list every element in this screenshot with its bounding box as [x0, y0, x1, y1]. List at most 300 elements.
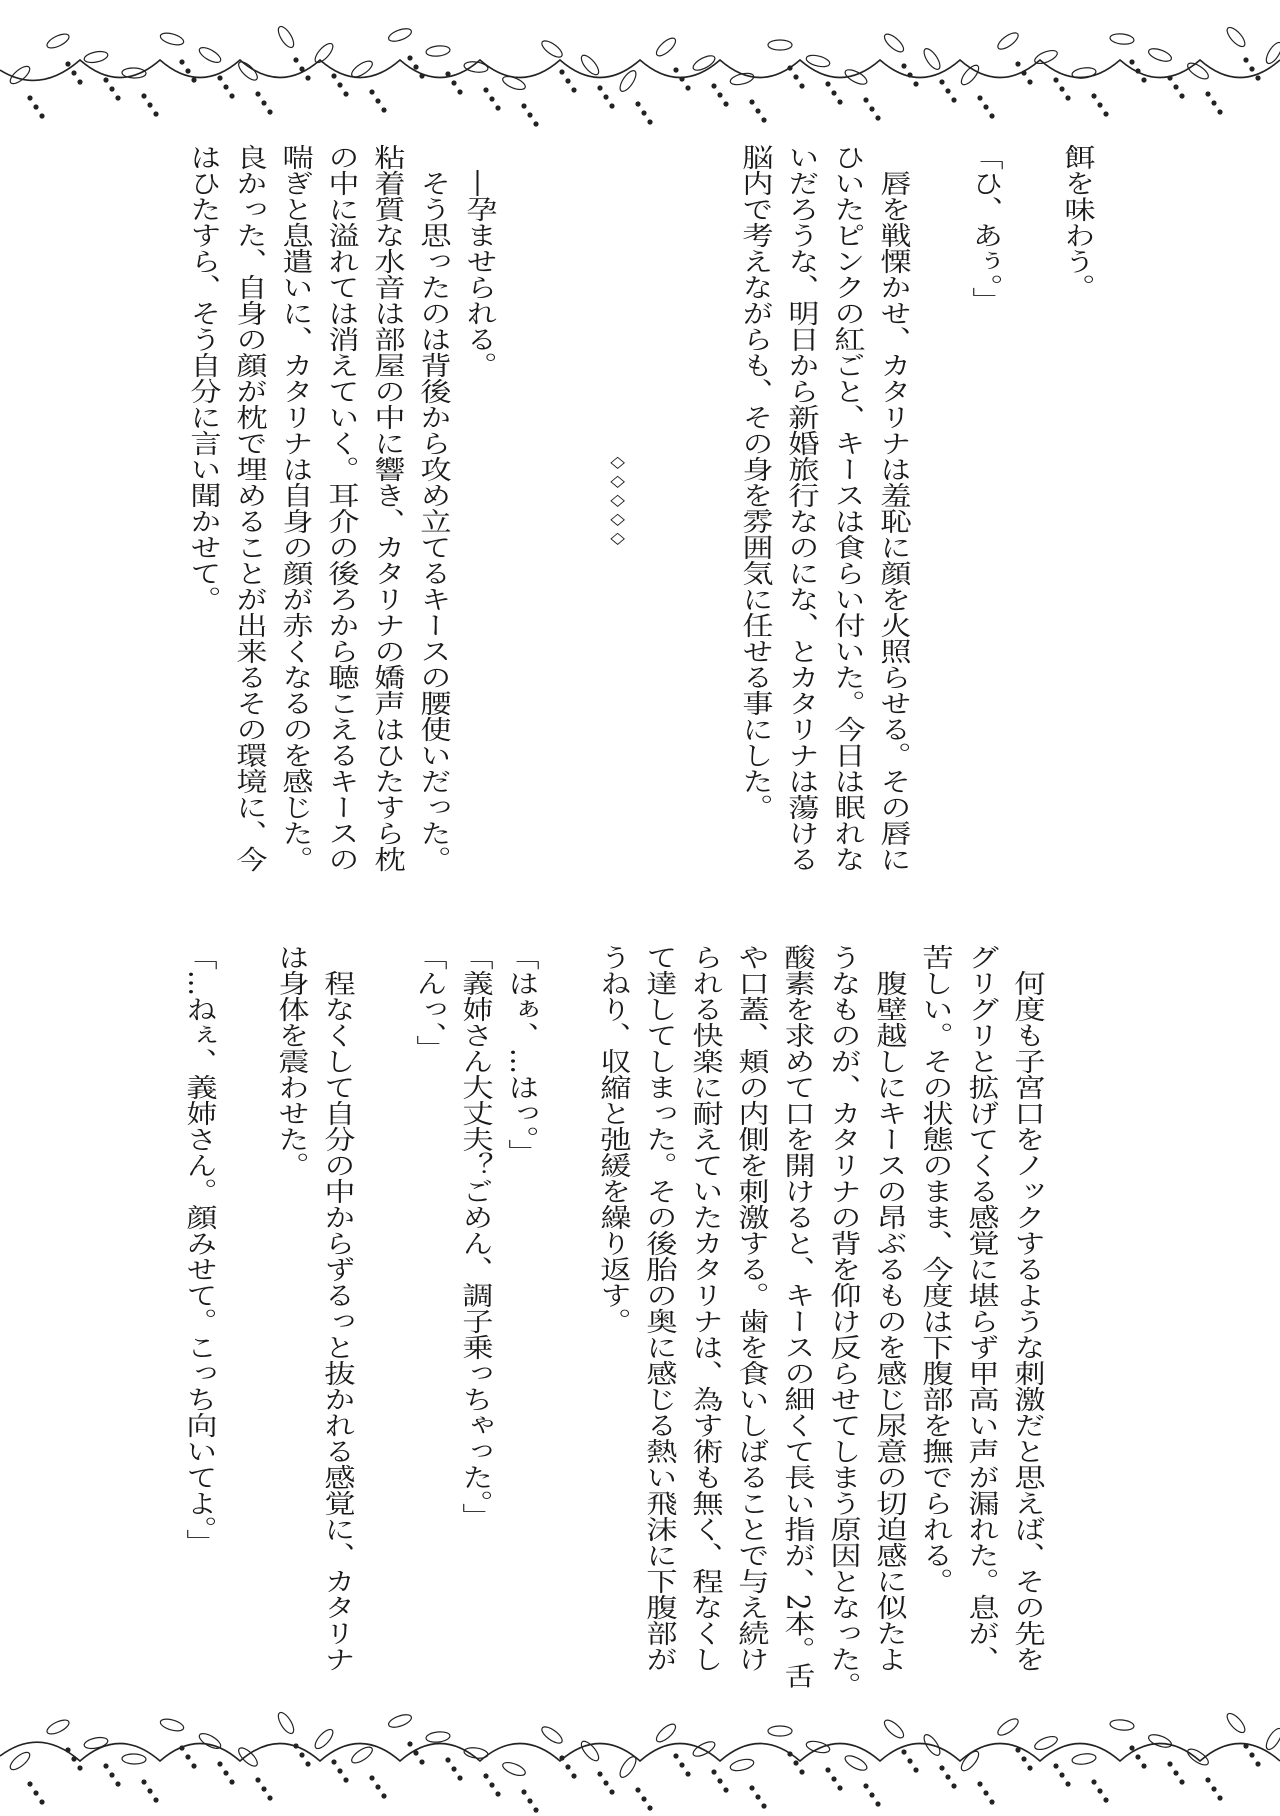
- leaf-icon: [691, 53, 717, 73]
- leaf-icon: [83, 1736, 109, 1751]
- berry-icon: [115, 95, 120, 100]
- leaf-icon: [921, 46, 943, 71]
- text-column: [636, 944, 682, 1684]
- berry-icon: [217, 75, 222, 80]
- section-separator: [594, 144, 640, 884]
- berry-icon: [717, 1778, 722, 1783]
- berry-icon: [761, 1803, 766, 1808]
- text-column: [866, 944, 912, 1684]
- berry-icon: [77, 79, 82, 84]
- berry-icon: [65, 1747, 70, 1752]
- berry-icon: [179, 1745, 184, 1750]
- berry-icon: [153, 111, 158, 116]
- leaf-icon: [1110, 33, 1135, 45]
- berry-icon: [489, 1782, 494, 1787]
- leaf-icon: [312, 41, 335, 66]
- berry-icon: [369, 1775, 374, 1780]
- leaf-icon: [83, 50, 109, 65]
- berry-icon: [565, 1764, 570, 1769]
- berry-icon: [749, 1785, 754, 1790]
- leaf-icon: [1071, 1752, 1096, 1765]
- berry-icon: [1027, 79, 1032, 84]
- berry-icon: [755, 1794, 760, 1799]
- berry-icon: [1129, 59, 1134, 64]
- leaf-icon: [1224, 1711, 1247, 1736]
- berry-icon: [343, 91, 348, 96]
- column-text: 酸素を求めて口を開けると、キースの細くて長い指が、2本。舌: [779, 944, 815, 1689]
- leaf-icon: [159, 31, 185, 47]
- berry-icon: [153, 1797, 158, 1802]
- berry-icon: [863, 1783, 868, 1788]
- berry-icon: [597, 1771, 602, 1776]
- leaf-icon: [122, 1754, 146, 1765]
- berry-icon: [1211, 100, 1216, 105]
- leaf-icon: [45, 31, 71, 51]
- berry-icon: [419, 1759, 424, 1764]
- berry-icon: [115, 1781, 120, 1786]
- leaf-icon: [197, 1731, 223, 1752]
- berry-icon: [103, 77, 108, 82]
- berry-icon: [1141, 1763, 1146, 1768]
- column-text: 腹壁越しにキースの昂ぶるものを感じ尿意の切迫感に似たよ: [871, 944, 907, 1672]
- column-text: は身体を震わせた。: [273, 944, 309, 1178]
- berry-icon: [609, 103, 614, 108]
- berry-icon: [147, 1788, 152, 1793]
- text-column: [268, 944, 314, 1684]
- leaf-icon: [843, 1753, 869, 1773]
- berry-icon: [33, 104, 38, 109]
- column-text: 脳内で考えながらも、その身を雰囲気に任せる事にした。: [737, 144, 773, 820]
- column-text: 餌を味わう。: [1059, 144, 1095, 300]
- berry-icon: [381, 107, 386, 112]
- berry-icon: [717, 92, 722, 97]
- berry-icon: [109, 86, 114, 91]
- column-text: 「…ねぇ、義姉さん。顔みせて。こっち向いてよ。」: [181, 944, 217, 1555]
- berry-icon: [255, 91, 260, 96]
- berry-icon: [901, 63, 906, 68]
- berry-icon: [951, 97, 956, 102]
- berry-icon: [457, 89, 462, 94]
- berry-icon: [603, 94, 608, 99]
- text-column: [820, 944, 866, 1698]
- berry-icon: [495, 1791, 500, 1796]
- text-column: [180, 144, 226, 884]
- berry-icon: [1243, 1743, 1248, 1748]
- berry-icon: [1135, 68, 1140, 73]
- berry-icon: [647, 119, 652, 124]
- text-column: [1004, 944, 1050, 1684]
- berry-icon: [141, 93, 146, 98]
- column-text: 「はぁ、…はっ。」: [503, 944, 539, 1165]
- berry-icon: [787, 1751, 792, 1756]
- text-column: [456, 144, 502, 884]
- berry-icon: [375, 1784, 380, 1789]
- berry-icon: [1065, 1781, 1070, 1786]
- berry-icon: [407, 1741, 412, 1746]
- berry-icon: [749, 99, 754, 104]
- berry-icon: [901, 1749, 906, 1754]
- vine-stem: [0, 1742, 1280, 1761]
- berry-icon: [571, 1773, 576, 1778]
- berry-icon: [907, 1758, 912, 1763]
- berry-icon: [1097, 1788, 1102, 1793]
- berry-icon: [1021, 1756, 1026, 1761]
- leaf-icon: [768, 1726, 792, 1736]
- berry-icon: [77, 1765, 82, 1770]
- berry-icon: [939, 79, 944, 84]
- leaf-icon: [729, 1757, 755, 1773]
- berry-icon: [907, 72, 912, 77]
- berry-icon: [1059, 86, 1064, 91]
- leaf-icon: [1263, 1726, 1280, 1752]
- berry-icon: [489, 96, 494, 101]
- leaf-icon: [654, 1721, 679, 1744]
- leaf-icon: [426, 45, 451, 57]
- berry-icon: [419, 73, 424, 78]
- berry-icon: [445, 1757, 450, 1762]
- berry-icon: [1135, 1754, 1140, 1759]
- leaf-icon: [387, 26, 413, 44]
- berry-icon: [977, 1781, 982, 1786]
- leaf-icon: [349, 1744, 374, 1766]
- column-text: 粘着質な水音は部屋の中に響き、カタリナの嬌声はひたすら枕: [369, 144, 405, 872]
- berry-icon: [559, 69, 564, 74]
- berry-icon: [293, 1743, 298, 1748]
- berry-icon: [837, 99, 842, 104]
- berry-icon: [343, 1777, 348, 1782]
- text-column: [870, 144, 916, 884]
- berry-icon: [977, 95, 982, 100]
- floral-border-bottom: [0, 1686, 1280, 1816]
- leaf-icon: [426, 1731, 451, 1743]
- berry-icon: [267, 109, 272, 114]
- berry-icon: [1249, 1752, 1254, 1757]
- blank-column: [1008, 144, 1054, 884]
- berry-icon: [217, 1761, 222, 1766]
- berry-icon: [787, 65, 792, 70]
- berry-icon: [521, 1789, 526, 1794]
- berry-icon: [793, 74, 798, 79]
- leaf-icon: [463, 1746, 488, 1759]
- text-column: [774, 944, 820, 1689]
- berry-icon: [305, 75, 310, 80]
- column-text: 唇を戦慄かせ、カタリナは羞恥に顔を火照らせる。その唇に: [875, 144, 911, 872]
- berry-icon: [1103, 1797, 1108, 1802]
- leaf-icon: [958, 1749, 981, 1774]
- blank-column: [502, 144, 548, 884]
- berry-icon: [685, 1771, 690, 1776]
- berry-icon: [609, 1789, 614, 1794]
- berry-icon: [799, 1769, 804, 1774]
- berry-icon: [191, 1763, 196, 1768]
- berry-icon: [711, 83, 716, 88]
- column-text: られる快楽に耐えていたカタリナは、為す術も無く、程なくし: [687, 944, 723, 1672]
- text-column: [498, 944, 544, 1684]
- berry-icon: [1255, 1761, 1260, 1766]
- berry-icon: [1217, 1795, 1222, 1800]
- berry-icon: [229, 93, 234, 98]
- leaf-icon: [1071, 66, 1096, 79]
- text-column: [962, 144, 1008, 884]
- berry-icon: [1217, 109, 1222, 114]
- berry-icon: [825, 1767, 830, 1772]
- blank-column: [548, 144, 594, 884]
- blank-column: [686, 144, 732, 884]
- berry-icon: [673, 67, 678, 72]
- berry-icon: [1091, 1779, 1096, 1784]
- column-text: 良かった、自身の顔が枕で埋めることが出来るその環境に、今: [231, 144, 267, 872]
- leaf-icon: [995, 30, 1020, 52]
- berry-icon: [1053, 1763, 1058, 1768]
- berry-icon: [1173, 84, 1178, 89]
- column-text: 「んっ、」: [411, 944, 447, 1061]
- column-text: ひいたピンクの紅ごと、キースは食らい付いた。今日は眠れな: [829, 144, 865, 872]
- column-text: や口蓋、頬の内側を刺激する。歯を食いしばることで与え続け: [733, 944, 769, 1672]
- text-column: [406, 944, 452, 1684]
- berry-icon: [451, 1766, 456, 1771]
- berry-icon: [913, 1767, 918, 1772]
- column-text: 程なくして自分の中からずるっと抜かれる感覚に、カタリナ: [319, 944, 355, 1672]
- berry-icon: [261, 1786, 266, 1791]
- text-column: [590, 944, 636, 1684]
- berry-icon: [185, 68, 190, 73]
- column-text: そう思ったのは背後から攻め立てるキースの腰使いだった。: [415, 144, 451, 872]
- berry-icon: [369, 89, 374, 94]
- berry-icon: [983, 1790, 988, 1795]
- berry-icon: [191, 77, 196, 82]
- berry-icon: [869, 1792, 874, 1797]
- berry-icon: [109, 1772, 114, 1777]
- leaf-icon: [197, 45, 223, 66]
- berry-icon: [533, 1807, 538, 1812]
- berry-icon: [1211, 1786, 1216, 1791]
- berry-icon: [451, 80, 456, 85]
- column-text: 何度も子宮口をノックするような刺激だと思えば、その先を: [1009, 944, 1045, 1672]
- berry-icon: [863, 97, 868, 102]
- berry-icon: [1091, 93, 1096, 98]
- berry-icon: [1243, 57, 1248, 62]
- berry-icon: [945, 1774, 950, 1779]
- berry-icon: [413, 64, 418, 69]
- berry-icon: [39, 113, 44, 118]
- berry-icon: [229, 1779, 234, 1784]
- diamond-separator-text: ◇◇◇◇◇: [606, 452, 629, 547]
- text-column: [314, 944, 360, 1684]
- berry-icon: [837, 1785, 842, 1790]
- berry-icon: [533, 121, 538, 126]
- berry-icon: [299, 1752, 304, 1757]
- column-text: て達してしまった。その後胎の奥に感じる熱い飛沫に下腹部が: [641, 944, 677, 1672]
- berry-icon: [679, 1762, 684, 1767]
- berry-icon: [597, 85, 602, 90]
- blank-column: [640, 144, 686, 884]
- berry-icon: [793, 1760, 798, 1765]
- berry-icon: [641, 1796, 646, 1801]
- berry-icon: [761, 117, 766, 122]
- berry-icon: [559, 1755, 564, 1760]
- leaf-icon: [8, 1749, 33, 1772]
- leaf-icon: [882, 1717, 907, 1740]
- berry-icon: [641, 110, 646, 115]
- leaf-icon: [45, 1717, 71, 1737]
- berry-icon: [635, 101, 640, 106]
- berry-icon: [1129, 1745, 1134, 1750]
- leaf-icon: [463, 60, 488, 73]
- berry-icon: [27, 1781, 32, 1786]
- text-column: [778, 144, 824, 884]
- text-column: [226, 144, 272, 884]
- berry-icon: [951, 1783, 956, 1788]
- berry-icon: [1065, 95, 1070, 100]
- text-column: [176, 944, 222, 1684]
- berry-icon: [483, 87, 488, 92]
- berry-icon: [299, 66, 304, 71]
- leaf-icon: [578, 1739, 601, 1764]
- berry-icon: [1141, 77, 1146, 82]
- leaf-icon: [768, 40, 792, 50]
- berry-icon: [223, 1770, 228, 1775]
- berry-icon: [71, 1756, 76, 1761]
- berry-icon: [1015, 1747, 1020, 1752]
- text-column: [272, 144, 318, 884]
- berry-icon: [989, 1799, 994, 1804]
- leaf-icon: [1185, 60, 1210, 82]
- berry-icon: [337, 82, 342, 87]
- text-column: [682, 944, 728, 1684]
- berry-icon: [71, 70, 76, 75]
- berry-icon: [711, 1769, 716, 1774]
- leaf-icon: [501, 1760, 527, 1778]
- leaf-icon: [1224, 25, 1247, 50]
- berry-icon: [1053, 77, 1058, 82]
- berry-icon: [1167, 1761, 1172, 1766]
- text-column: [824, 144, 870, 884]
- leaf-icon: [1185, 1746, 1210, 1768]
- berry-icon: [1255, 75, 1260, 80]
- leaf-icon: [958, 63, 981, 88]
- berry-icon: [65, 61, 70, 66]
- berry-icon: [1059, 1772, 1064, 1777]
- berry-icon: [103, 1763, 108, 1768]
- leaf-icon: [312, 1727, 335, 1752]
- text-column: [958, 944, 1004, 1684]
- berry-icon: [635, 1787, 640, 1792]
- blank-column: [916, 144, 962, 884]
- column-text: うなものが、カタリナの背を仰け反らせてしまう原因となった。: [825, 944, 861, 1698]
- berry-icon: [255, 1777, 260, 1782]
- upper-text-block: [180, 144, 1100, 884]
- berry-icon: [375, 98, 380, 103]
- berry-icon: [685, 85, 690, 90]
- berry-icon: [445, 71, 450, 76]
- text-column: [364, 144, 410, 884]
- berry-icon: [723, 1787, 728, 1792]
- berry-icon: [331, 73, 336, 78]
- text-column: [732, 144, 778, 884]
- berry-icon: [261, 100, 266, 105]
- berry-icon: [27, 95, 32, 100]
- leaf-icon: [617, 1754, 639, 1779]
- berry-icon: [413, 1750, 418, 1755]
- leaf-icon: [995, 1716, 1020, 1738]
- blank-column: [222, 944, 268, 1684]
- berry-icon: [305, 1761, 310, 1766]
- berry-icon: [1249, 66, 1254, 71]
- berry-icon: [875, 1801, 880, 1806]
- berry-icon: [1027, 1765, 1032, 1770]
- leaf-icon: [387, 1712, 413, 1730]
- leaf-icon: [159, 1717, 185, 1733]
- text-column: [452, 944, 498, 1684]
- berry-icon: [223, 84, 228, 89]
- column-text: グリグリと拡げてくる感覚に堪らず甲高い声が漏れた。息が、: [963, 944, 999, 1672]
- berry-icon: [1173, 1770, 1178, 1775]
- berry-icon: [825, 81, 830, 86]
- berry-icon: [565, 78, 570, 83]
- berry-icon: [1179, 93, 1184, 98]
- berry-icon: [337, 1768, 342, 1773]
- berry-icon: [989, 113, 994, 118]
- berry-icon: [869, 106, 874, 111]
- berry-icon: [939, 1765, 944, 1770]
- floral-border-top: [0, 0, 1280, 130]
- berry-icon: [679, 76, 684, 81]
- column-text: 「ひ、あぅ。」: [967, 144, 1003, 313]
- berry-icon: [1205, 1777, 1210, 1782]
- leaf-icon: [882, 31, 907, 54]
- berry-icon: [875, 115, 880, 120]
- leaf-icon: [122, 68, 146, 79]
- berry-icon: [457, 1775, 462, 1780]
- berry-icon: [381, 1793, 386, 1798]
- berry-icon: [293, 57, 298, 62]
- leaf-icon: [275, 24, 296, 50]
- berry-icon: [147, 102, 152, 107]
- lower-text-block: [176, 944, 1050, 1698]
- berry-icon: [527, 112, 532, 117]
- berry-icon: [527, 1798, 532, 1803]
- leaf-icon: [805, 1739, 831, 1755]
- berry-icon: [39, 1799, 44, 1804]
- berry-icon: [673, 1753, 678, 1758]
- text-column: [1054, 144, 1100, 884]
- blank-column: [544, 944, 590, 1684]
- leaf-icon: [729, 71, 755, 87]
- text-column: [728, 944, 774, 1684]
- berry-icon: [755, 108, 760, 113]
- berry-icon: [913, 81, 918, 86]
- berry-icon: [407, 55, 412, 60]
- berry-icon: [1205, 91, 1210, 96]
- column-text: 苦しい。その状態のまま、今度は下腹部を撫でられる。: [917, 944, 953, 1594]
- column-text: ―孕ませられる。: [461, 144, 497, 378]
- column-text: うねり、収縮と弛緩を繰り返す。: [595, 944, 631, 1334]
- leaf-icon: [539, 38, 564, 60]
- berry-icon: [831, 1776, 836, 1781]
- berry-icon: [831, 90, 836, 95]
- berry-icon: [267, 1795, 272, 1800]
- berry-icon: [179, 59, 184, 64]
- berry-icon: [1167, 75, 1172, 80]
- leaf-icon: [1033, 48, 1059, 66]
- berry-icon: [495, 105, 500, 110]
- berry-icon: [571, 87, 576, 92]
- berry-icon: [141, 1779, 146, 1784]
- column-text: の中に溢れては消えていく。耳介の後ろから聴こえるキースの: [323, 144, 359, 872]
- berry-icon: [1015, 61, 1020, 66]
- leaf-icon: [275, 1710, 296, 1736]
- leaf-icon: [8, 63, 33, 86]
